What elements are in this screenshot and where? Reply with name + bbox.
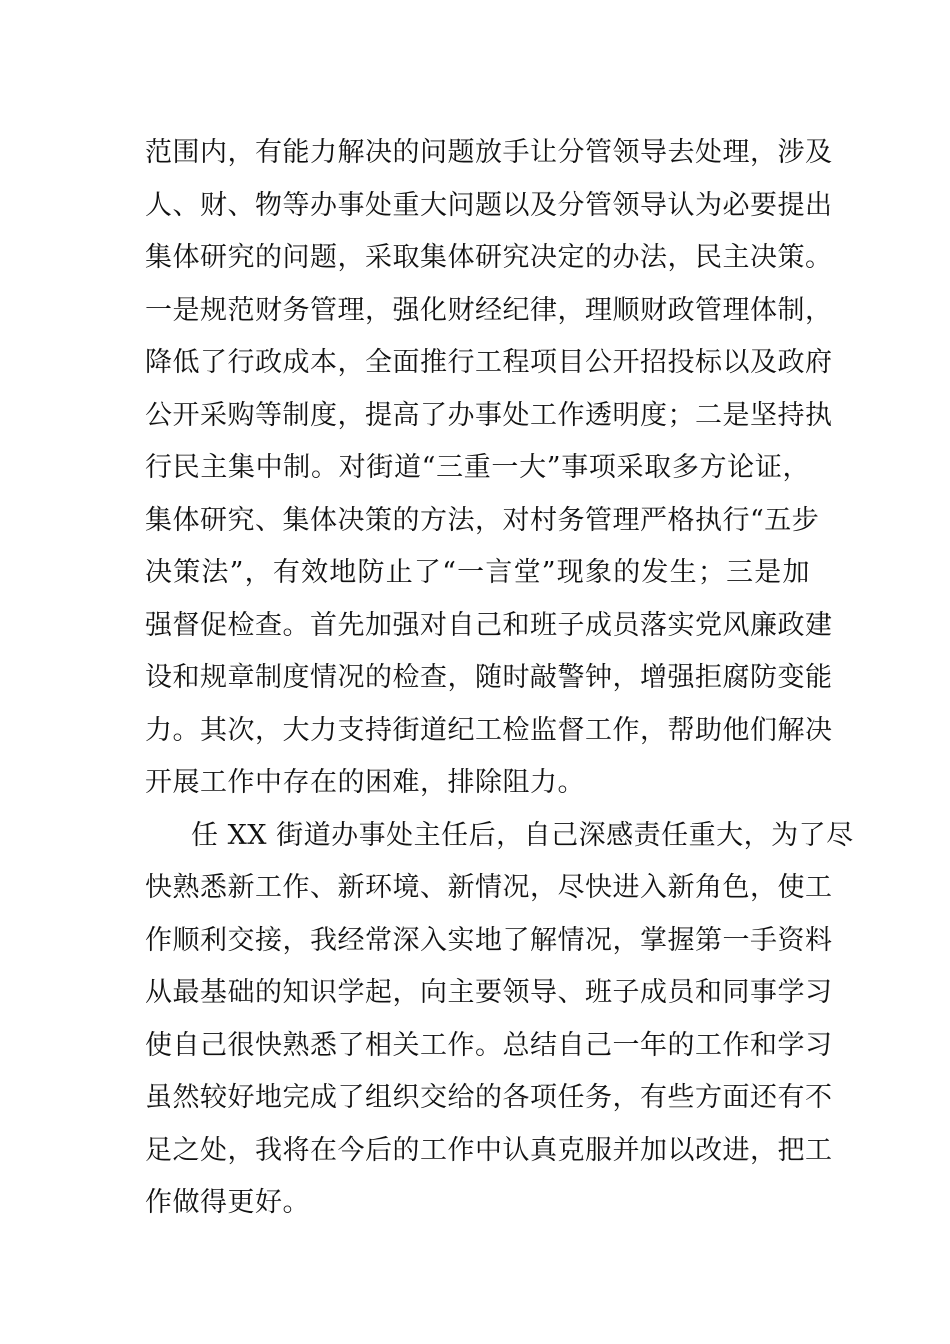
text-line: 作顺利交接，我经常深入实地了解情况，掌握第一手资料 [145,924,833,956]
text-line: 范围内，有能力解决的问题放手让分管领导去处理，涉及 [145,137,833,168]
text-line: 力。其次，大力支持街道纪工检监督工作，帮助他们解决 [145,714,833,746]
text-line: 决策法”，有效地防止了“一言堂”现象的发生；三是加 [145,557,810,588]
text-line: 公开采购等制度，提高了办事处工作透明度；二是坚持执 [145,399,833,431]
text-line: 使自己很快熟悉了相关工作。总结自己一年的工作和学习 [145,1029,833,1061]
text-line: 行民主集中制。对街道“三重一大”事项采取多方论证， [145,452,810,483]
text-line: 设和规章制度情况的检查，随时敲警钟，增强拒腐防变能 [145,662,833,693]
text-line: 人、财、物等办事处重大问题以及分管领导认为必要提出 [145,189,833,221]
text-line: 足之处，我将在今后的工作中认真克服并加以改进，把工 [145,1134,833,1166]
paragraph-2 [145,810,854,1230]
paragraph-1 [145,127,833,810]
document-body [145,127,854,1230]
text-line: 一是规范财务管理，强化财经纪律，理顺财政管理体制， [145,294,833,326]
text-line: 开展工作中存在的困难，排除阻力。 [145,767,585,798]
text-line: 作做得更好。 [145,1187,310,1218]
text-line: 强督促检查。首先加强对自己和班子成员落实党风廉政建 [145,609,833,641]
text-line: 集体研究、集体决策的方法，对村务管理严格执行“五步 [145,504,820,536]
text-line: 集体研究的问题，采取集体研究决定的办法，民主决策。 [145,242,833,273]
text-line: 虽然较好地完成了组织交给的各项任务，有些方面还有不 [145,1082,833,1113]
text-line: 降低了行政成本，全面推行工程项目公开招投标以及政府 [145,347,833,378]
text-line: 快熟悉新工作、新环境、新情况，尽快进入新角色，使工 [145,872,833,903]
text-line: 任 XX 街道办事处主任后，自己深感责任重大，为了尽 [191,819,854,851]
text-line: 从最基础的知识学起，向主要领导、班子成员和同事学习 [145,977,833,1008]
